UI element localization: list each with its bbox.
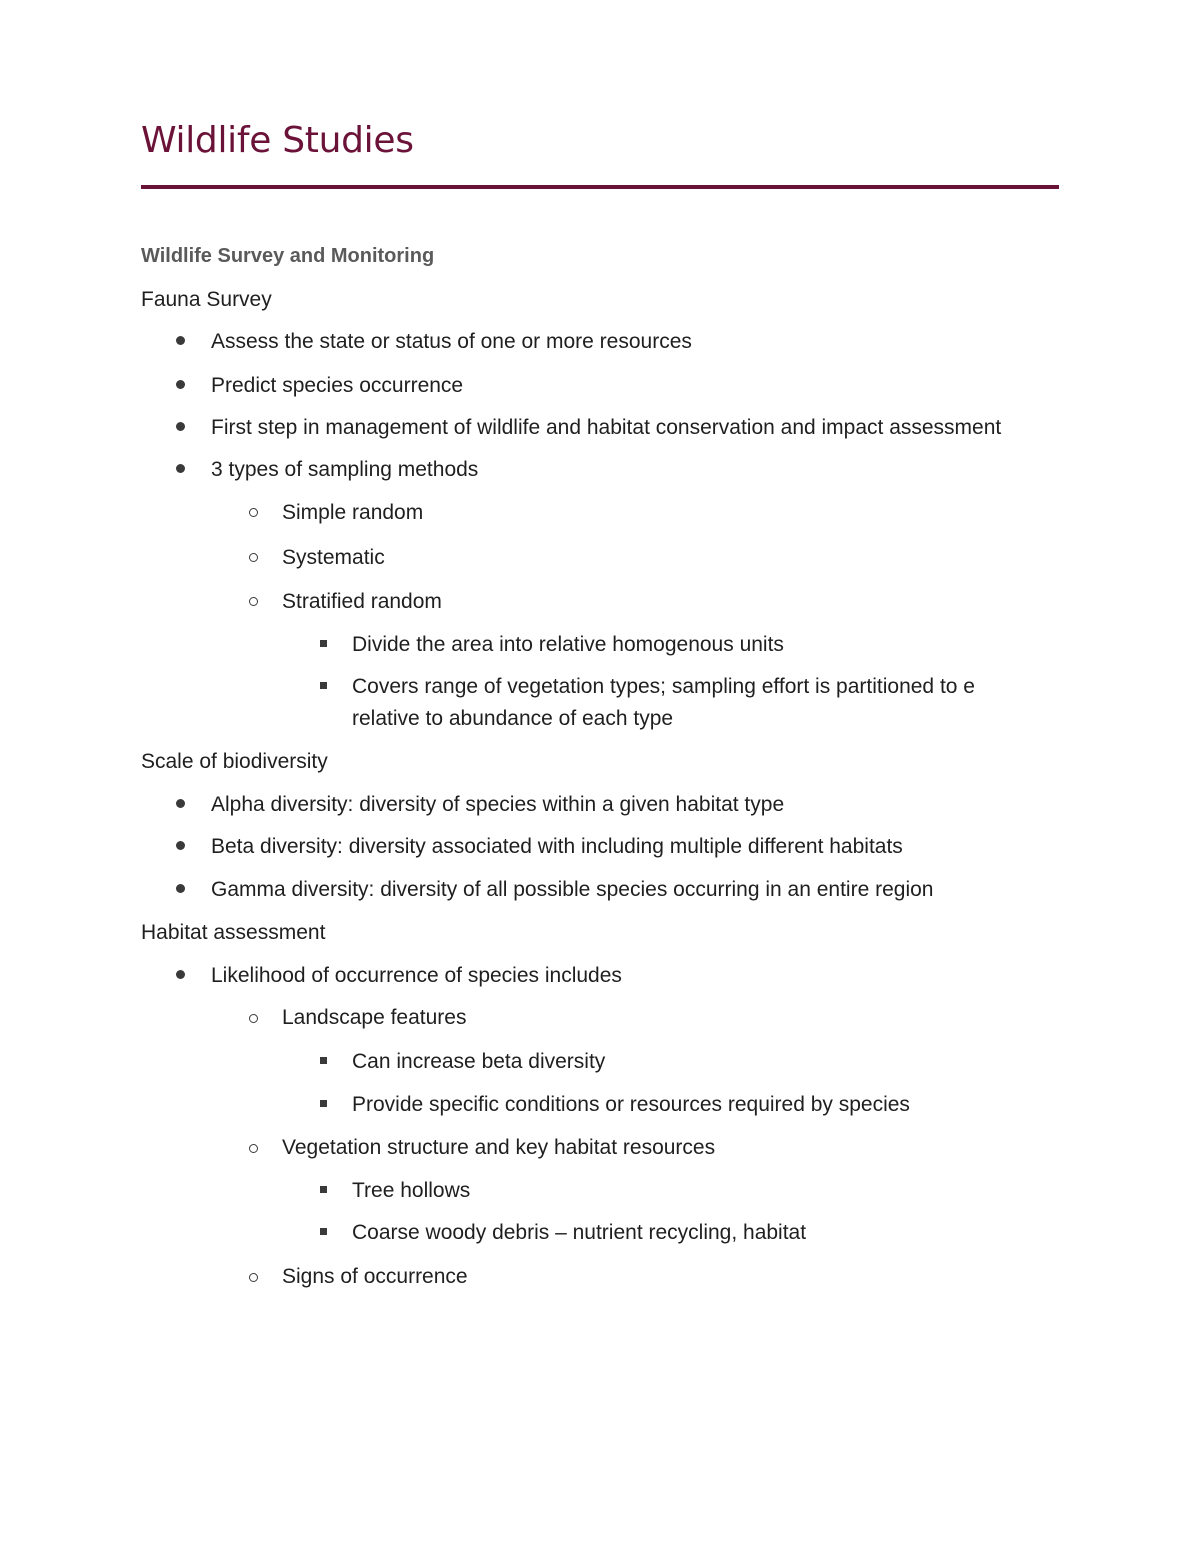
list-item: 3 types of sampling methods (211, 458, 479, 481)
bullet-square-icon (320, 682, 327, 689)
list-item: Assess the state or status of one or more resources (211, 330, 692, 353)
list-item: Simple random (282, 501, 424, 524)
bullet-disc-icon (176, 422, 185, 431)
bullet-square-icon (320, 640, 327, 647)
list-item-continuation: relative to abundance of each type (352, 707, 674, 730)
list-item: Gamma diversity: diversity of all possible species occurring in an entire region (211, 878, 934, 901)
bullet-disc-icon (176, 841, 185, 850)
list-item: Provide specific conditions or resources required by species (352, 1093, 910, 1116)
list-item: Coarse woody debris – nutrient recycling, habitat (352, 1221, 807, 1244)
habitat-heading: Habitat assessment (141, 921, 326, 944)
list-item: Signs of occurrence (282, 1265, 468, 1288)
bullet-disc-icon (176, 884, 185, 893)
bullet-square-icon (320, 1057, 327, 1064)
bullet-disc-icon (176, 336, 185, 345)
bullet-disc-icon (176, 380, 185, 389)
list-item: Beta diversity: diversity associated with including multiple different habitats (211, 835, 903, 858)
bullet-disc-icon (176, 799, 185, 808)
bullet-circle-icon (249, 1014, 258, 1023)
bullet-circle-icon (249, 508, 258, 517)
list-item: Divide the area into relative homogenous units (352, 633, 784, 656)
bullet-disc-icon (176, 970, 185, 979)
biodiversity-heading: Scale of biodiversity (141, 750, 328, 773)
bullet-circle-icon (249, 1144, 258, 1153)
list-item: First step in management of wildlife and habitat conservation and impact assessment (211, 416, 1002, 439)
list-item: Alpha diversity: diversity of species within a given habitat type (211, 793, 785, 816)
bullet-square-icon (320, 1186, 327, 1193)
bullet-circle-icon (249, 1273, 258, 1282)
bullet-square-icon (320, 1100, 327, 1107)
list-item: Can increase beta diversity (352, 1050, 606, 1073)
document-title: Wildlife Studies (141, 120, 414, 161)
title-divider (141, 185, 1059, 189)
bullet-square-icon (320, 1228, 327, 1235)
bullet-circle-icon (249, 597, 258, 606)
list-item: Stratified random (282, 590, 442, 613)
list-item: Likelihood of occurrence of species includes (211, 964, 622, 987)
bullet-disc-icon (176, 464, 185, 473)
list-item: Predict species occurrence (211, 374, 464, 397)
section-heading: Wildlife Survey and Monitoring (141, 245, 435, 267)
list-item: Covers range of vegetation types; sampling effort is partitioned to e (352, 675, 975, 698)
list-item: Vegetation structure and key habitat resources (282, 1136, 716, 1159)
list-item: Tree hollows (352, 1179, 471, 1202)
bullet-circle-icon (249, 553, 258, 562)
fauna-heading: Fauna Survey (141, 288, 272, 311)
list-item: Landscape features (282, 1006, 467, 1029)
list-item: Systematic (282, 546, 385, 569)
